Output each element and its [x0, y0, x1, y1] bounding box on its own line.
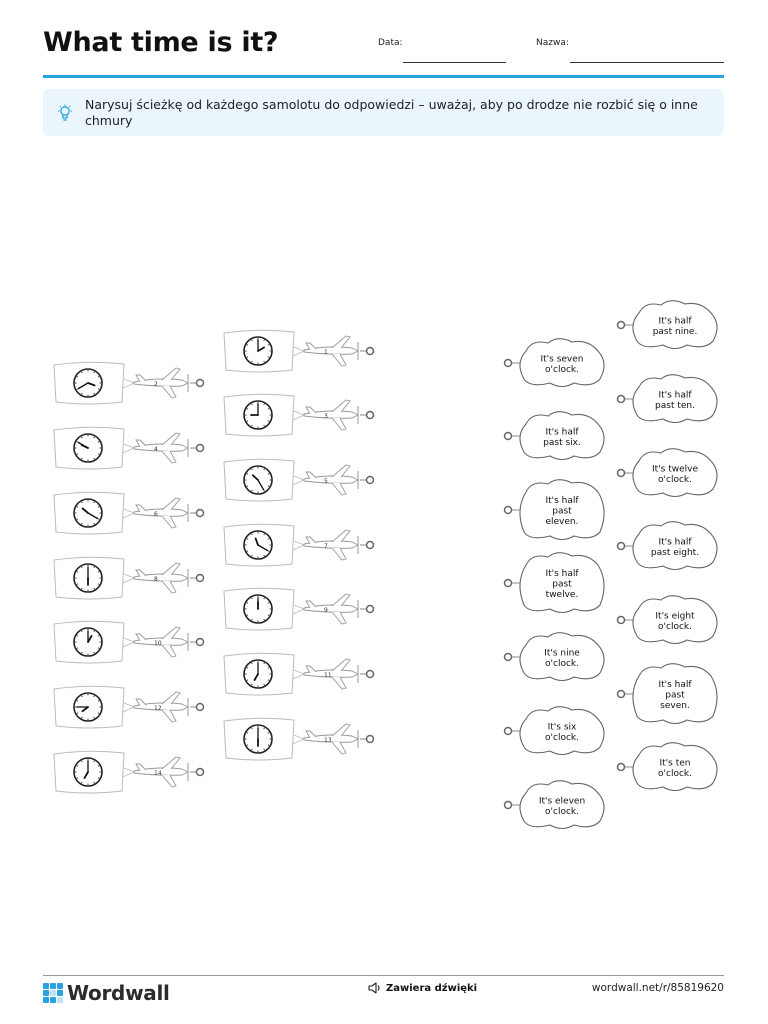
plane-number: 12: [154, 705, 162, 712]
answer-cloud-left-6[interactable]: [505, 707, 605, 755]
clock-face: [74, 434, 102, 462]
plane-icon: [134, 368, 188, 398]
plane-number: 13: [324, 737, 332, 744]
answer-cloud-right-1[interactable]: [618, 301, 718, 349]
connector-dot[interactable]: [197, 639, 204, 646]
answer-cloud-left-5[interactable]: [505, 633, 605, 681]
plane-number: 4: [154, 446, 158, 453]
answer-cloud-right-3[interactable]: [618, 449, 718, 497]
clock-face: [244, 725, 272, 753]
plane-icon: [304, 336, 358, 366]
plane-6[interactable]: [54, 492, 204, 534]
plane-number: 8: [154, 576, 158, 583]
connector-dot[interactable]: [505, 433, 512, 440]
plane-number: 1: [324, 349, 328, 356]
plane-13[interactable]: [224, 718, 374, 760]
answer-text: It's half: [658, 537, 692, 548]
answer-text: It's eleven: [538, 796, 586, 807]
connector-dot[interactable]: [197, 704, 204, 711]
footer-divider: [43, 975, 724, 976]
page-title: What time is it?: [43, 27, 279, 58]
plane-4[interactable]: [54, 427, 204, 469]
answer-cloud-right-6[interactable]: [618, 664, 718, 724]
answer-text: seven.: [660, 701, 690, 711]
connector-dot[interactable]: [505, 360, 512, 367]
answer-text: It's half: [658, 390, 692, 401]
answer-text: o'clock.: [658, 621, 692, 632]
answer-text: twelve.: [545, 590, 579, 600]
clock-face: [244, 531, 272, 559]
connector-dot[interactable]: [618, 322, 625, 329]
connector-dot[interactable]: [618, 543, 625, 550]
answer-text: o'clock.: [545, 658, 579, 669]
answer-text: o'clock.: [545, 806, 579, 817]
clock-face: [74, 758, 102, 786]
answer-cloud-right-2[interactable]: [618, 375, 718, 423]
connector-dot[interactable]: [197, 769, 204, 776]
plane-number: 5: [324, 478, 328, 485]
answer-text: o'clock.: [545, 732, 579, 743]
connector-dot[interactable]: [618, 764, 625, 771]
answer-text: It's half: [545, 427, 579, 438]
clock-face: [74, 693, 102, 721]
plane-number: 7: [324, 543, 328, 550]
plane-number: 9: [324, 607, 328, 614]
answer-cloud-left-4[interactable]: [505, 553, 605, 613]
answer-text: past ten.: [655, 400, 695, 411]
wordwall-logo-icon: [43, 983, 63, 1003]
connector-dot[interactable]: [367, 671, 374, 678]
answer-text: It's seven: [540, 354, 584, 365]
answer-text: It's nine: [544, 648, 580, 659]
plane-number: 6: [154, 511, 158, 518]
answer-text: It's ten: [659, 758, 691, 769]
answer-text: It's half: [658, 316, 692, 327]
plane-number: 11: [324, 672, 332, 679]
answer-cloud-right-4[interactable]: [618, 522, 718, 570]
plane-10[interactable]: [54, 621, 204, 663]
answer-text: It's eight: [655, 611, 695, 622]
answer-text: past nine.: [652, 326, 698, 337]
answer-cloud-left-3[interactable]: [505, 480, 605, 540]
clock-face: [74, 628, 102, 656]
answer-text: It's twelve: [652, 464, 698, 475]
connector-dot[interactable]: [367, 477, 374, 484]
answer-text: past: [665, 690, 685, 701]
answer-text: It's half: [658, 680, 692, 690]
connector-dot[interactable]: [505, 728, 512, 735]
answer-cloud-right-5[interactable]: [618, 596, 718, 644]
clock-face: [244, 466, 272, 494]
instruction-text: Narysuj ścieżkę od każdego samolotu do odpowiedzi – uważaj, aby po drodze nie rozbić się o inne chmury: [85, 97, 698, 128]
answer-text: past: [552, 506, 572, 517]
plane-8[interactable]: [54, 557, 204, 599]
answer-cloud-left-2[interactable]: [505, 412, 605, 460]
connector-dot[interactable]: [505, 580, 512, 587]
plane-icon: [134, 498, 188, 528]
clock-face: [244, 337, 272, 365]
answer-text: It's six: [547, 722, 577, 733]
plane-icon: [134, 563, 188, 593]
plane-number: 10: [154, 640, 162, 647]
connector-dot[interactable]: [505, 507, 512, 514]
connector-dot[interactable]: [367, 606, 374, 613]
plane-2[interactable]: [54, 362, 204, 404]
plane-9[interactable]: [224, 588, 374, 630]
plane-icon: [304, 465, 358, 495]
plane-number: 2: [154, 381, 158, 388]
connector-dot[interactable]: [618, 396, 625, 403]
plane-12[interactable]: [54, 686, 204, 728]
answer-text: past six.: [543, 437, 581, 448]
date-label: Data:: [378, 38, 403, 48]
sound-notice: [368, 982, 477, 994]
plane-number: 3: [324, 413, 328, 420]
connector-dot[interactable]: [197, 510, 204, 517]
clock-face: [244, 401, 272, 429]
speaker-icon: [368, 982, 382, 994]
clock-face: [74, 564, 102, 592]
clock-face: [74, 369, 102, 397]
connector-dot[interactable]: [618, 617, 625, 624]
connector-dot[interactable]: [505, 802, 512, 809]
clock-face: [74, 499, 102, 527]
connector-dot[interactable]: [197, 380, 204, 387]
answer-text: past: [552, 579, 572, 590]
plane-5[interactable]: [224, 459, 374, 501]
plane-icon: [304, 400, 358, 430]
plane-11[interactable]: [224, 653, 374, 695]
plane-number: 14: [154, 770, 162, 777]
clock-face: [244, 660, 272, 688]
answer-text: o'clock.: [658, 768, 692, 779]
connector-dot[interactable]: [618, 470, 625, 477]
connector-dot[interactable]: [367, 542, 374, 549]
connector-dot[interactable]: [367, 736, 374, 743]
answer-text: It's half: [545, 496, 579, 506]
plane-14[interactable]: [54, 751, 204, 793]
name-label: Nazwa:: [536, 38, 569, 48]
connector-dot[interactable]: [505, 654, 512, 661]
plane-1[interactable]: [224, 330, 374, 372]
connector-dot[interactable]: [197, 445, 204, 452]
answer-cloud-left-1[interactable]: [505, 339, 605, 387]
plane-3[interactable]: [224, 394, 374, 436]
brand-name: Wordwall: [67, 981, 170, 1005]
connector-dot[interactable]: [367, 412, 374, 419]
answer-text: o'clock.: [545, 364, 579, 375]
connector-dot[interactable]: [367, 348, 374, 355]
wordwall-logo: [43, 981, 170, 1005]
connector-dot[interactable]: [197, 575, 204, 582]
sound-notice-text: Zawiera dźwięki: [386, 982, 478, 994]
answer-cloud-right-7[interactable]: [618, 743, 718, 791]
answer-text: past eight.: [650, 547, 700, 558]
answer-text: It's half: [545, 569, 579, 579]
plane-icon: [304, 594, 358, 624]
connector-dot[interactable]: [618, 691, 625, 698]
footer-url[interactable]: wordwall.net/r/85819620: [591, 982, 724, 994]
plane-icon: [304, 530, 358, 560]
clock-face: [244, 595, 272, 623]
plane-icon: [134, 433, 188, 463]
answer-cloud-left-7[interactable]: [505, 781, 605, 829]
answer-text: o'clock.: [658, 474, 692, 485]
answer-text: eleven.: [545, 517, 579, 527]
plane-7[interactable]: [224, 524, 374, 566]
